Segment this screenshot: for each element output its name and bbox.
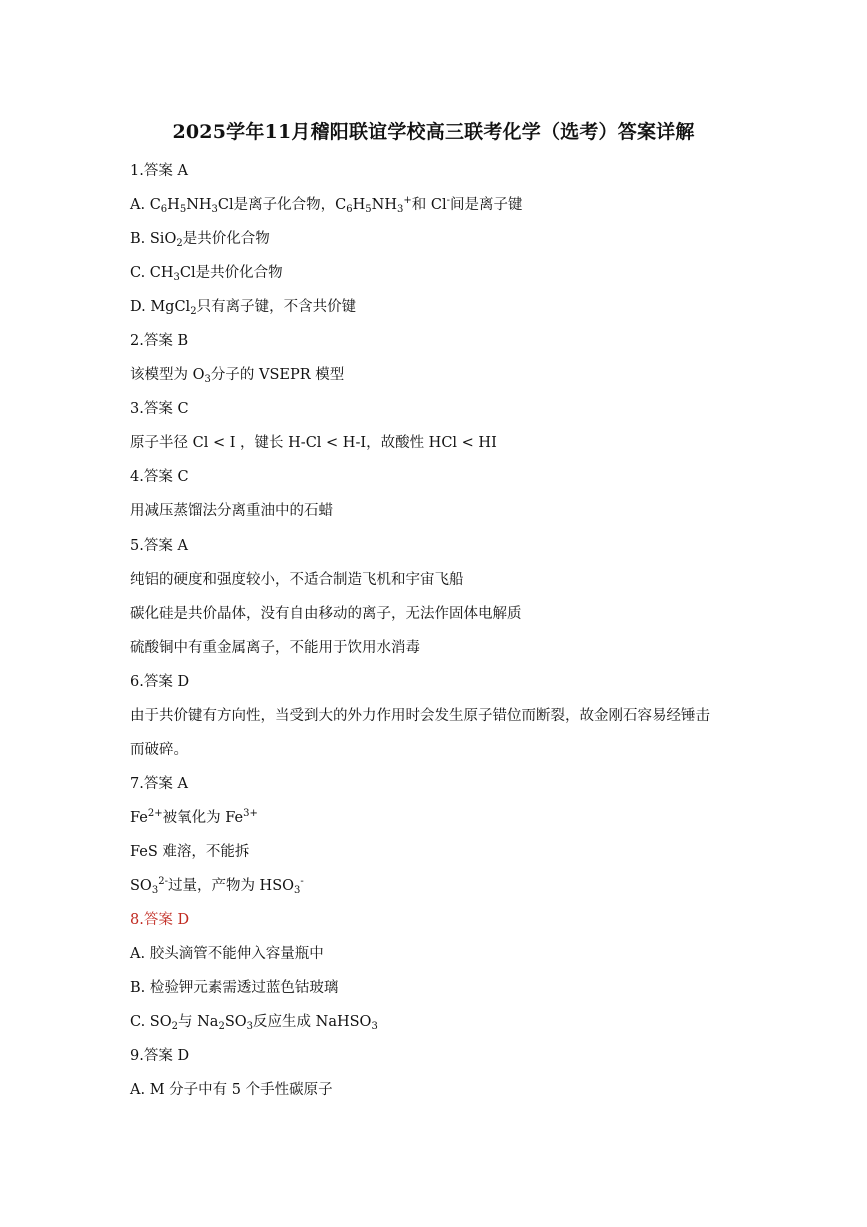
q5-explanation-1: 纯铝的硬度和强度较小，不适合制造飞机和宇宙飞船 <box>130 572 464 588</box>
q8-option-b: B. 检验钾元素需透过蓝色钴玻璃 <box>130 980 339 996</box>
q8-option-a: A. 胶头滴管不能伸入容量瓶中 <box>130 946 324 962</box>
q5-explanation-3: 硫酸铜中有重金属离子，不能用于饮用水消毒 <box>130 640 420 656</box>
q1-option-c: C. $CH_3Cl$是共价化合物 <box>130 265 283 283</box>
q4-answer: 4.答案 C <box>130 469 189 485</box>
q9-option-a: A. M 分子中有 5 个手性碳原子 <box>130 1082 333 1098</box>
q1-option-d: D. MgCl$_2$只有离子键，不含共价键 <box>130 299 357 317</box>
q9-answer: 9.答案 D <box>130 1048 190 1064</box>
q8-option-c: C. $SO_2$与 $Na_2SO_3$反应生成 NaHSO$_3$ <box>130 1014 378 1032</box>
q2-answer: 2.答案 B <box>130 333 189 349</box>
q1-option-b: B. SiO$_2$是共价化合物 <box>130 231 270 249</box>
q3-answer: 3.答案 C <box>130 401 189 417</box>
q6-explanation-1: 由于共价键有方向性，当受到大的外力作用时会发生原子错位而断裂，故金刚石容易经锤击 <box>130 708 710 724</box>
q7-explanation-3: $SO_3^{2-}$过量，产物为 $HSO_3^-$ <box>130 876 304 896</box>
q7-explanation-2: FeS 难溶，不能拆 <box>130 844 250 860</box>
document-title: 2025学年11月稽阳联谊学校高三联考化学（选考）答案详解 <box>172 121 695 143</box>
q1-answer: 1.答案 A <box>130 163 188 179</box>
q3-explanation: 原子半径 Cl < I ，键长 H-Cl < H-I，故酸性 HCl < HI <box>130 435 497 451</box>
q6-answer: 6.答案 D <box>130 674 190 690</box>
q7-explanation-1: $Fe^{2+}$被氧化为 $Fe^{3+}$ <box>130 808 258 826</box>
q8-answer: 8.答案 D <box>130 912 190 928</box>
q7-answer: 7.答案 A <box>130 776 188 792</box>
q5-answer: 5.答案 A <box>130 538 188 554</box>
q6-explanation-2: 而破碎。 <box>130 742 188 758</box>
q2-explanation: 该模型为 $O_3$分子的 VSEPR 模型 <box>130 367 345 385</box>
q5-explanation-2: 碳化硅是共价晶体，没有自由移动的离子，无法作固体电解质 <box>130 606 522 622</box>
q4-explanation: 用减压蒸馏法分离重油中的石蜡 <box>130 503 333 519</box>
q1-option-a: A. $C_6H_5NH_3Cl$是离子化合物，$C_6H_5NH_3^+$和 Cl-间是离子键 <box>130 195 523 215</box>
